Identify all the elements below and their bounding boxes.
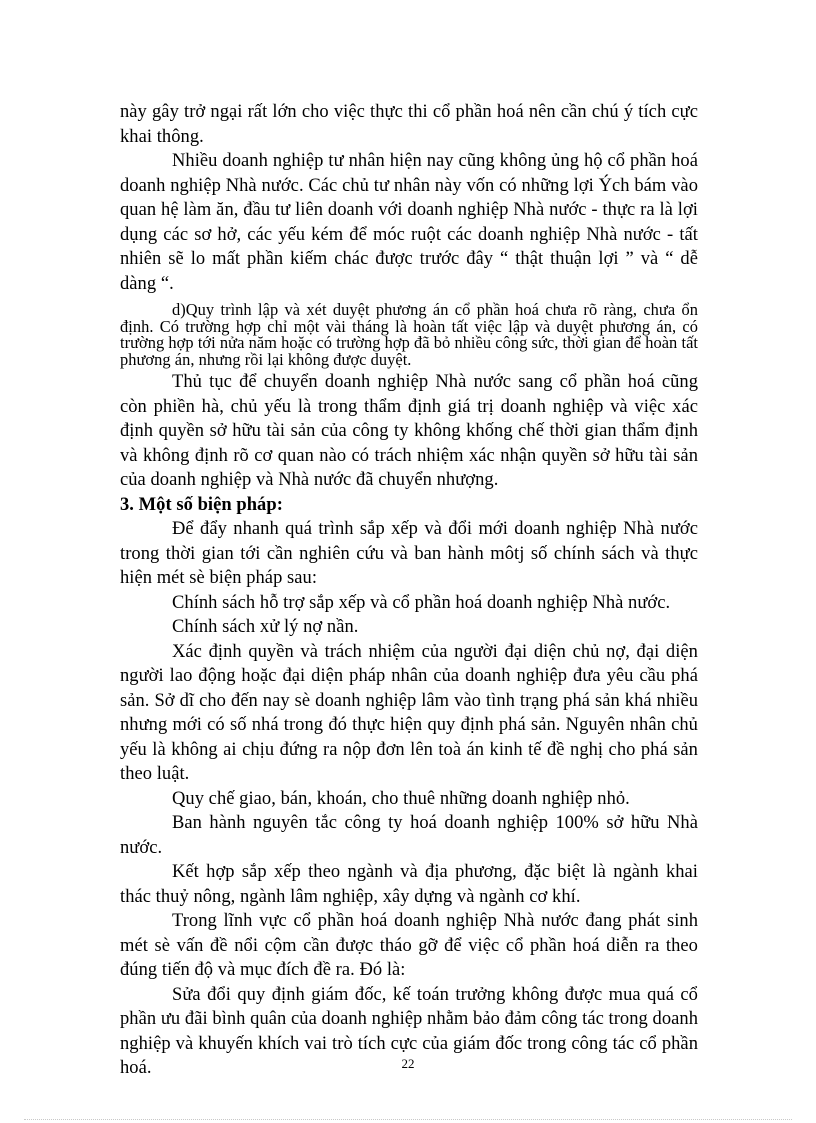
paragraph-small-enterprises: Quy chế giao, bán, khoán, cho thuê những doanh nghiệp nhỏ. — [172, 788, 630, 809]
paragraph-debt-policy: Chính sách xử lý nợ nần. — [172, 617, 359, 637]
paragraph-sector-arrangement: Kết hợp sắp xếp theo ngành và địa phương, đặc biệt là ngành khai thác thuỷ nông, ngành lâm nghiệp, xây dựng và ngành cơ khí. — [120, 862, 698, 907]
page-number: 22 — [401, 1056, 415, 1071]
paragraph-continuation: này gây trở ngại rất lớn cho việc thực thi cổ phần hoá nên cần chú ý tích cực khai thông. — [120, 102, 698, 147]
paragraph-procedures: Thủ tục để chuyển doanh nghiệp Nhà nước sang cổ phần hoá cũng còn phiền hà, chủ yếu là trong thẩm định giá trị doanh nghiệp và việc xác định quyền sở hữu tài sản của công ty không khống chế thời gian thẩm định và không định rõ cơ quan nào có trách nhiệm xác nhận quyền sở hữu tài sản của doanh nghiệp và Nhà nước đã chuyển nhượng. — [120, 372, 698, 490]
paragraph-equitization-issues: Trong lĩnh vực cổ phần hoá doanh nghiệp Nhà nước đang phát sinh mét sè vấn đề nổi cộm cần được tháo gỡ để việc cổ phần hoá diễn ra theo đúng tiến độ và mục đích đề ra. Đó là: — [120, 911, 698, 980]
paragraph-company-principle: Ban hành nguyên tắc công ty hoá doanh nghiệp 100% sở hữu Nhà nước. — [120, 813, 698, 858]
paragraph-private-enterprises: Nhiều doanh nghiệp tư nhân hiện nay cũng không ủng hộ cổ phần hoá doanh nghiệp Nhà nước. Các chủ tư nhân này vốn có những lợi Ých bám vào quan hệ làm ăn, đầu tư liên doanh với doanh nghiệp Nhà nước - thực ra là lợi dụng các sơ hở, các yếu kém để móc ruột các doanh nghiệp Nhà nước - tất nhiên sẽ lo mất phần kiếm chác được trước đây “ thật thuận lợi ” và “ dễ dàng “. — [120, 151, 698, 294]
paragraph-director-shares: Sửa đổi quy định giám đốc, kế toán trưởng không được mua quá cổ phần ưu đãi bình quân của doanh nghiệp nhằm bảo đảm công tác trong doanh nghiệp và khuyến khích vai trò tích cực của giám đốc trong công tác cổ phần hoá. — [120, 984, 698, 1078]
section-heading-measures: 3. Một số biện pháp: — [120, 494, 283, 515]
paragraph-support-policy: Chính sách hỗ trợ sắp xếp và cổ phần hoá doanh nghiệp Nhà nước. — [172, 592, 671, 613]
paragraph-item-d: d)Quy trình lập và xét duyệt phương án cổ phần hoá chưa rõ ràng, chưa ổn định. Có trường hợp chỉ một vài tháng là hoàn tất việc lập và duyệt phương án, có trường hợp tới nửa năm hoặc có trường hợp đã bỏ nhiều công sức, thời gian để hoàn tất phương án, nhưng rồi lại không được duyệt. — [120, 300, 698, 369]
document-body — [120, 100, 698, 1081]
bottom-dotted-rule — [24, 1119, 792, 1120]
paragraph-bankruptcy: Xác định quyền và trách nhiệm của người đại diện chủ nợ, đại diện người lao động hoặc đại diện pháp nhân của doanh nghiệp đưa yêu cầu phá sản. Sở dĩ cho đến nay sè doanh nghiệp lâm vào tình trạng phá sản khá nhiều nhưng mới có số nhá trong đó thực hiện quy định phá sản. Nguyên nhân chủ yếu là không ai chịu đứng ra nộp đơn lên toà án kinh tế đề nghị cho phá sản theo luật. — [120, 641, 698, 784]
paragraph-measures-intro: Để đẩy nhanh quá trình sắp xếp và đổi mới doanh nghiệp Nhà nước trong thời gian tới cần nghiên cứu và ban hành môtj số chính sách và thực hiện mét sè biện pháp sau: — [120, 519, 698, 588]
